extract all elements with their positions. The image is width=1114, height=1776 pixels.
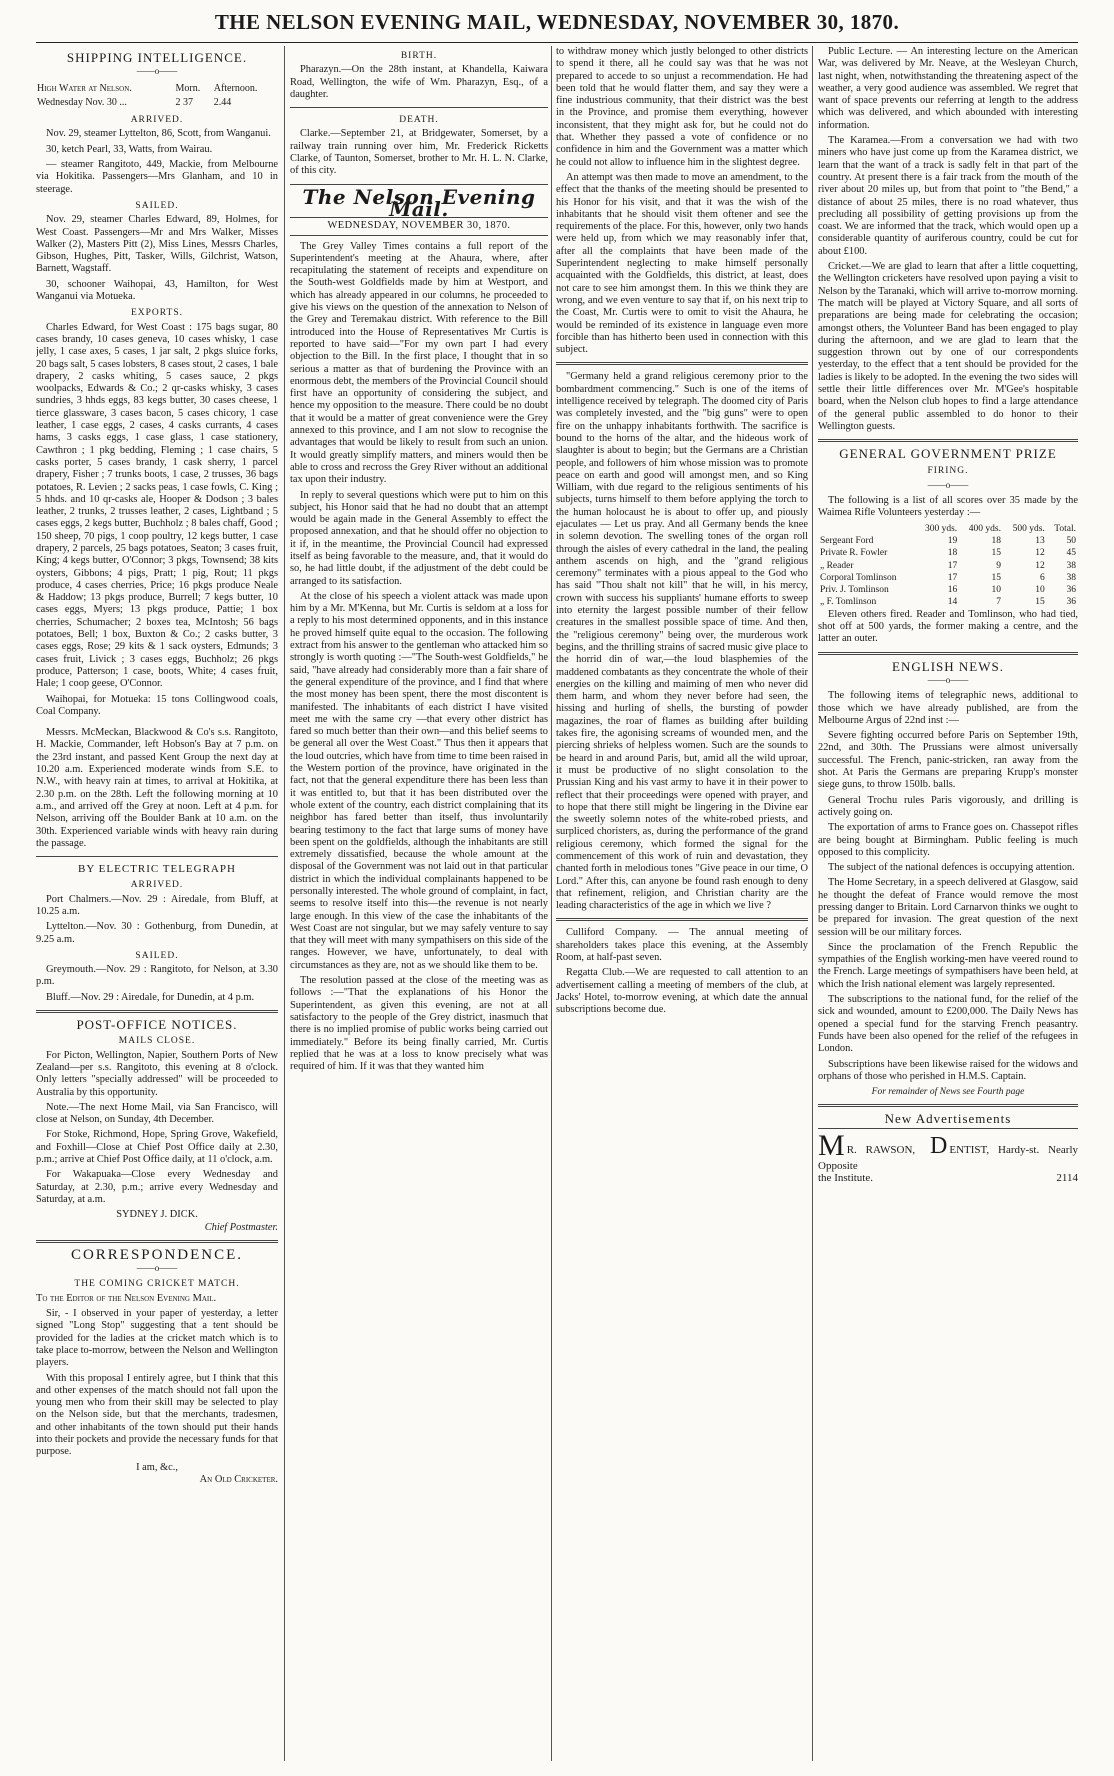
correspondence-heading: THE COMING CRICKET MATCH. xyxy=(74,1279,240,1290)
telegraph-arrived-title: ARRIVED. xyxy=(130,880,184,891)
divider xyxy=(556,918,808,921)
score-cell: Corporal Tomlinson xyxy=(820,572,897,583)
ad-institute: the Institute. xyxy=(818,1172,873,1185)
local-regatta: Regatta Club.—We are requested to call attention to an advertisement calling a meeting of members of the club, at Jacks' Hotel, to-morrow evening, at which date the annual subscriptions become due. xyxy=(556,967,808,1016)
english-item: Severe fighting occurred before Paris on September 19th, 22nd, and 30th. The Prussians were almost universally successful. The French, panic-stricken, ran away from the shot. At Paris the Germans are preparing Krupp's monster siege guns, to throw 150lb. balls. xyxy=(818,730,1078,791)
divider xyxy=(556,362,808,365)
local-karamea: The Karamea.—From a conversation we had with two miners who have just come up from the Karamea district, we learn that the want of a track is sadly felt in that part of the country. At present there is a fair track from the mouth of the river about 20 miles up, but from that point to "the Bend," a distance of about 25 miles, there is no road whatever, thus precluding all possibility of getting provisions up from the coast. We are informed that the track, which would open up a considerable quantity of auriferous country, could be cut for about £100. xyxy=(818,135,1078,257)
score-cell: 6 xyxy=(1040,572,1045,583)
score-header: 300 yds. xyxy=(924,523,958,534)
prize-title: GENERAL GOVERNMENT PRIZE xyxy=(839,446,1057,462)
score-header-row xyxy=(818,523,1078,535)
correspondence-to: To the Editor of the Nelson Evening Mail. xyxy=(36,1292,217,1304)
local-culliford: Culliford Company. — The annual meeting of shareholders takes place this evening, at the Assembly Room, at half-past seven. xyxy=(556,927,808,964)
local-cricket: Cricket.—We are glad to learn that after a little coquetting, the Wellington cricketers have resolved upon paying a visit to Nelson by the Taranaki, which will arrive to-morrow morning. The match will be played at Victory Square, and all sorts of preparations are being made for celebrating the occasion; amongst others, the Volunteer Band has been engaged to play during the afternoon, and we are glad to learn that the suggestion thrown out by one of our correspondents yesterday, to the effect that a tent should be provided for the ladies is likely to be adopted. In the evening the two sides will settle their little differences over Mr. M'Gee's hospitable board, when the Nelson club hopes to find a large attendance of the general public assembled to do honor to their Wellington guests. xyxy=(818,261,1078,432)
editorial-p5: to withdraw money which justly belonged to other districts to spend it there, all he could say was that he was not prepared to accede to so unjust a recommendation. He had been told that he would flatter them, and say they were a fine industrious community, that their district was the best in the Province, and promise them everything, however inconsistent, that they might ask for, but he could not do that. Whether they passed a vote of confidence or no confidence in him and the Government was a matter which he could not allow to influence him in the slightest degree. xyxy=(556,46,808,168)
ad-rawson-name: R. RAWSON, xyxy=(846,1143,916,1156)
death-text: Clarke.—September 21, at Bridgewater, Somerset, by a railway train running over him, Mr. Frederick Ricketts Clarke, of Taunton, Somerset, brother to Mr. H. L. N. Clarke, of this city. xyxy=(290,128,548,177)
editorial-p4: The resolution passed at the close of the meeting was as follows :—"That the explanations of his Honor the Superintendent, as given this evening, are not at all satisfactory to the people of the Grey district, inasmuch that there is no implied promise of public works being carried out immediately." Before its being finally carried, Mr. Curtis replied that he was at a loss to know precisely what was required of him. If it was that they wanted him xyxy=(290,975,548,1073)
score-cell: 7 xyxy=(996,597,1001,608)
masthead-rule xyxy=(36,42,1078,43)
score-cell: „ F. Tomlinson xyxy=(820,597,877,608)
shipping-notice: Messrs. McMeckan, Blackwood & Co's s.s. Rangitoto, H. Mackie, Commander, left Hobson's Bay at 7 p.m. on the 23rd instant, and passed Kent Group the next day at 10.20 a.m. Experienced moderate winds from S.E. to N.W., with heavy rain at times, to arrival at Hokitika, at 2.30 p.m. on the 28th. Left the following morning at 10 a.m., and arrived off the Grey at noon. Left at 4 p.m. for Nelson, arriving off the Boulder Bank at 10 a.m. on the 30th. Experienced variable winds with heavy rain during the passage. xyxy=(36,727,278,849)
score-cell: 38 xyxy=(1066,572,1076,583)
correspondence-p1: Sir, - I observed in your paper of yesterday, a letter signed "Long Stop" suggesting that a tent should be provided for the ladies at the cricket match which is to take place to-morrow, between the Nelson and Wellington players. xyxy=(36,1308,278,1369)
masthead: THE NELSON EVENING MAIL, WEDNESDAY, NOVEMBER 30, 1870. xyxy=(214,10,900,34)
arrived-item: Nov. 29, steamer Lyttelton, 86, Scott, from Wanganui. xyxy=(46,128,271,140)
nameplate: The Nelson Evening Mail. xyxy=(302,184,536,221)
tide-head-afternoon: Afternoon. xyxy=(213,82,258,94)
separator: ——o—— xyxy=(927,479,969,490)
english-item: The Home Secretary, in a speech delivered at Glasgow, said he thought the defeat of France would remove the most pressing danger to Britain. Lord Carnarvon thinks we ought to be prepared for invasion. The great question of the next session will be our military forces. xyxy=(818,877,1078,938)
telegraph-title: BY ELECTRIC TELEGRAPH xyxy=(78,863,236,876)
divider xyxy=(290,235,548,236)
sailed-item: 30, schooner Waihopai, 43, Hamilton, for West Wanganui via Motueka. xyxy=(36,278,278,303)
score-cell: 10 xyxy=(1035,585,1045,596)
divider xyxy=(818,439,1078,442)
separator: ——o—— xyxy=(136,66,178,77)
birth-title: BIRTH. xyxy=(400,51,438,61)
postoffice-role: Chief Postmaster. xyxy=(204,1221,278,1233)
score-cell: 9 xyxy=(996,560,1001,571)
postoffice-item: For Picton, Wellington, Napier, Southern Ports of New Zealand—per s.s. Rangitoto, this evening at 8 o'clock. Only letters "specially addressed" will be proceeded to Australia by this opportunity. xyxy=(36,1049,278,1098)
score-cell: 18 xyxy=(947,548,958,559)
ad-initial: M xyxy=(818,1128,845,1162)
score-cell: 36 xyxy=(1066,597,1076,608)
english-item: The following items of telegraphic news, additional to those which we have already published, are from the Melbourne Argus of 22nd inst :— xyxy=(818,690,1078,726)
english-item: Subscriptions have been likewise raised for the widows and orphans of those who perished in H.M.S. Captain. xyxy=(818,1058,1078,1082)
tide-table xyxy=(36,82,278,111)
score-row xyxy=(818,572,1078,584)
separator: ——o—— xyxy=(927,674,969,685)
local-lecture: Public Lecture. — An interesting lecture on the American War, was delivered by Mr. Neave, at the Wesleyan Church, last night, when, notwithstanding the threatening aspect of the weather, a very good audience was assembled. We regret that want of space prevents our referring at length to the address which was delivered, and which abounded with interesting information. xyxy=(818,46,1078,131)
divider xyxy=(818,1104,1078,1107)
score-row xyxy=(818,560,1078,572)
exports-text: Charles Edward, for West Coast : 175 bags sugar, 80 cases brandy, 10 cases geneva, 10 cases whisky, 1 case jelly, 1 case axes, 5 cases, 1 jar salt, 2 pkgs sluice forks, 20 bags salt, 5 cases lobsters, 8 cases stout, 2 cases, 1 bale drapery, 2 casks whiting, 5 cases sauce, 2 pkgs woolpacks, Edwards & Co.; 2 qr-casks whisky, 3 cases sundries, 3 hhds eggs, 83 kegs butter, 30 cases cheese, 1 tierce glassware, 3 cases bacon, 5 cases chicory, 1 case leather, 1 case eggs, 2 cases, 4 casks currants, 4 cases hams, 3 casks eggs, 1 case glass, 1 case stationery, Cawthron ; 1 pkg bedding, Fleming ; 1 case chairs, 5 casks porter, 5 cases brandy, 1 cask sherry, 1 parcel drapery, Fisher ; 7 trunks boots, 1 case, 2 trusses, 36 bags potatoes, R. Levien ; 2 sacks peas, 1 case fowls, C. King ; 5 hhds. and 10 qr-casks ale, Hooper & Dodson ; 3 bales leather, 2 trunks, 2 trusses leather, 2 cases, Lightband ; 5 cases eggs, 2 kegs butter, Buchholz ; 8 bales chaff, Good ; 150 sheep, 70 pigs, 1 coop poultry, 12 kegs butter, 1 case drapery, 2 parcels, 25 bags potatoes, Seaton; 3 cases fruit, King; 4 kegs butter, O'Connor; 3 pkgs, Townsend; 38 kits oysters, Gibbons; 4 pigs, Pratt; 1 pig, Rout; 11 pkgs produce, 4 cases cherries, Price; 16 pkgs produce Neale & Haddow; 13 pkgs produce, Burrell; 7 kegs butter, 10 cases eggs, Myers; 13 pkgs produce, Pattie; 1 box cherries, Schumacher; 2 boxes tea, McIntosh; 56 bags potatoes, Bell; 1 box, Buxton & Co.; 2 casks butter, 3 cases eggs, Rose; 29 kits & 1 sack oysters, Edmunds; 3 cases fruit, Livick ; 3 cases eggs, Buchholz; 26 pkgs produce, Patterson; 1 case, boots, White; 4 cases fruit, Hale; 1 coop geese, O'Connor. xyxy=(36,321,278,690)
separator: ——o—— xyxy=(136,1263,178,1274)
telegraph-arrived-item: Lyttelton.—Nov. 30 : Gothenburg, from Dunedin, at 9.25 a.m. xyxy=(36,921,278,945)
english-title: ENGLISH NEWS. xyxy=(892,658,1004,674)
arrived-item: — steamer Rangitoto, 449, Mackie, from Melbourne via Hokitika. Passengers—Mrs Glanham, and 10 in steerage. xyxy=(36,159,278,195)
column-rule xyxy=(551,46,552,1761)
english-item: The subject of the national defences is occupying attention. xyxy=(828,862,1075,874)
exports-text-2: Waihopai, for Motueka: 15 tons Collingwood coals, Coal Company. xyxy=(36,693,278,717)
tide-head-morn: Morn. xyxy=(175,82,201,94)
exports-title: EXPORTS. xyxy=(130,308,184,319)
score-cell: 12 xyxy=(1035,548,1045,559)
tide-morn: 2 37 xyxy=(175,96,193,108)
score-cell: 17 xyxy=(947,560,958,571)
score-cell: 12 xyxy=(1035,560,1045,571)
postoffice-item: Note.—The next Home Mail, via San Francisco, will close at Nelson, on Sunday, 4th December. xyxy=(36,1101,278,1126)
score-cell: 17 xyxy=(947,572,958,583)
score-header: Total. xyxy=(1054,523,1076,534)
postoffice-item: For Wakapuaka—Close every Wednesday and Saturday, at 2.30, p.m.; arrive every Wednesday and Saturday, at a.m. xyxy=(36,1169,278,1205)
editorial-p1: The Grey Valley Times contains a full report of the Superintendent's meeting at the Ahaura, where, after recapitulating the statement of receipts and expenditure on the South-west Goldfields made by him at Westport, and which has already appeared in our columns, he proceeded to give his views on the question of the annexation to Nelson of the Grey and Teremakau district. With reference to the Bill introduced into the House of Representatives Mr Curtis is reported to have said—"For my own part I had every objection to the Bill. In the first place, I thought that in so serious a matter as that of burdening the Province with an enormous debt, the members of the Provincial Council should first have an opportunity of considering the subject, and hence my opposition to the measure. There could be no doubt that it would be a matter of great convenience were the Grey annexed to this province, and I am not slow to recognise the advantages that would be likely to result from such an union. It would greatly simplify matters, and miners would then be able to cross and recross the Grey River without an additional tax upon their industry. xyxy=(290,240,548,486)
column-rule xyxy=(812,46,813,1761)
correspondence-title: CORRESPONDENCE. xyxy=(70,1246,244,1263)
score-cell: 45 xyxy=(1066,548,1076,559)
score-header: 500 yds. xyxy=(1012,523,1045,534)
postoffice-title: POST-OFFICE NOTICES. xyxy=(76,1017,238,1033)
column-rule xyxy=(284,46,285,1761)
score-cell: 38 xyxy=(1066,560,1076,571)
telegraph-sailed-title: SAILED. xyxy=(135,950,179,961)
sailed-title: SAILED. xyxy=(135,200,179,211)
score-cell: 50 xyxy=(1066,535,1076,546)
score-cell: 13 xyxy=(1035,535,1045,546)
correspondence-signed: An Old Cricketer. xyxy=(199,1473,278,1485)
column-2 xyxy=(290,46,548,1766)
tide-afternoon: 2.44 xyxy=(213,96,232,108)
score-row xyxy=(818,535,1078,547)
column-1 xyxy=(36,46,278,1766)
telegraph-sailed-item: Greymouth.—Nov. 29 : Rangitoto, for Nelson, at 3.30 p.m. xyxy=(36,964,278,988)
score-cell: 14 xyxy=(947,597,958,608)
prize-intro: The following is a list of all scores over 35 made by the Waimea Rifle Volunteers yesterday :— xyxy=(818,495,1078,519)
birth-text: Pharazyn.—On the 28th instant, at Khandella, Kaiwara Road, Wellington, the wife of Wm. Pharazyn, Esq., of a daughter. xyxy=(290,64,548,100)
divider xyxy=(36,1010,278,1013)
divider xyxy=(818,1128,1078,1129)
shipping-title: SHIPPING INTELLIGENCE. xyxy=(66,50,248,65)
editorial-p6: An attempt was then made to move an amendment, to the effect that the thanks of the meeting should be presented to his Honor for his visit, and that it was the wish of the inhabitants that he should visit them oftener and see the requirements of the place. For this, however, only two hands were held up, from which we may reasonably infer that, after all the complaints that have been made of the Superintendent neglecting to make himself personally acquainted with the Goldfields, this district, at least, does not care to see him amongst them. In this we think they are wrong, and we even venture to say that if, on his next trip to the Coast, Mr. Curtis were to omit to visit the Ahaura, he would be reminded of its existence in language even more forcible than has hitherto been used in connection with this subject. xyxy=(556,171,808,356)
death-title: DEATH. xyxy=(399,115,439,126)
score-cell: Priv. J. Tomlinson xyxy=(820,585,889,596)
editorial-p3: At the close of his speech a violent attack was made upon him by a Mr. M'Kenna, but Mr. Curtis is seldom at a loss for a reply to his most determined opponents, and in this instance he proved himself quite equal to the occasion. The following extract from his answer to the gentleman who attacked him so strongly is worth quoting :—"The South-west Goldfields," he said, "have already had considerably more than a fair share of the general expenditure of the province, and I find that where the most money has been spent, there the most discontent is manifested. The inhabitants of each district I have visited meet me with the same cry —that every other district has fared so much better than their own—and this belief seems to be general all over the West Coast." Thus then it appears that the loud outcries, which have from time to time been raised in the Western portion of the province, have originated in the fact, not that the general expenditure there has been less than it was entitled to, but that it has been distributed over the whole extent of the country, each district complaining that its neighbor has fared better than itself, thus involuntarily bearing testimony to the fact that large sums of money have been spent on the goldfields, although the inhabitants are still extremely dissatisfied, because the whole amount at the disposal of the Government was not laid out in that particular district in which the individual complainants happened to be personally interested. The whole ground of complaint, in fact, seems to resolve itself into this—the revenue is not nearly large enough. In this view of the case the inhabitants of the West Coast are not singular, but we may safely venture to say that they will meet with many sympathisers on this side of the ranges. However, we have, unfortunately, to deal with circumstances as they are, not as we should like them to be. xyxy=(290,590,548,971)
column-3 xyxy=(556,46,808,1766)
score-cell: 19 xyxy=(947,535,958,546)
sailed-item: Nov. 29, steamer Charles Edward, 89, Holmes, for West Coast. Passengers—Mr and Mrs Walker, Misses Walker (2), Masters Pitt (2), Miss Lines, Messrs Charles, Gibson, Hughes, Pitt, Tasker, Wills, Gilchrist, Watson, Barnett, Wagstaff. xyxy=(36,214,278,275)
tide-head-label: High Water at Nelson. xyxy=(37,82,132,94)
arrived-item: 30, ketch Pearl, 33, Watts, from Wairau. xyxy=(46,143,213,155)
divider xyxy=(818,652,1078,655)
postoffice-item: For Stoke, Richmond, Hope, Spring Grove, Wakefield, and Foxhill—Close at Chief Post Office daily at 2.30, p.m.; arrive at Chief Post Office daily, at 11 o'clock, a.m. xyxy=(36,1129,278,1166)
ad-initial: D xyxy=(930,1132,948,1159)
divider xyxy=(36,1240,278,1243)
score-cell: 15 xyxy=(991,572,1001,583)
score-row xyxy=(818,584,1078,596)
column-4 xyxy=(818,46,1078,1766)
english-item: Since the proclamation of the French Republic the sympathies of the English working-men have veered round to the French. Large meetings of sympathisers have been held, at which the Irish national element was largely represented. xyxy=(818,941,1078,990)
english-item: The exportation of arms to France goes on. Chassepot rifles are being bought at Birmingham. Public feeling is much opposed to this complicity. xyxy=(818,822,1078,858)
score-cell: „ Reader xyxy=(820,560,854,571)
score-header: 400 yds. xyxy=(968,523,1001,534)
telegraph-arrived-item: Port Chalmers.—Nov. 29 : Airedale, from Bluff, at 10.25 a.m. xyxy=(36,893,278,917)
prize-outro: Eleven others fired. Reader and Tomlinson, who had tied, shot off at 500 yards, the former making a centre, and the latter an outer. xyxy=(818,608,1078,645)
mails-close: MAILS CLOSE. xyxy=(118,1036,196,1047)
score-cell: 10 xyxy=(991,585,1001,596)
score-table xyxy=(818,523,1078,609)
score-cell: 15 xyxy=(1035,597,1045,608)
english-remainder: For remainder of News see Fourth page xyxy=(871,1087,1025,1098)
score-cell: 36 xyxy=(1066,585,1076,596)
correspondence-p2: With this proposal I entirely agree, but I think that this and other expenses of the match should not fall upon the young men who from their skill may be selected to play on the Nelson side, but that the merchants, tradesmen, and other inhabitants of the town should put their hands into their pockets and provide the necessary funds for that purpose. xyxy=(36,1372,278,1458)
ad-ref: 2114 xyxy=(1056,1172,1078,1185)
ads-title: New Advertisements xyxy=(884,1111,1012,1127)
ad-rawson xyxy=(818,1128,1078,1185)
english-item: General Trochu rules Paris vigorously, and drilling is actively going on. xyxy=(818,794,1078,818)
score-header xyxy=(818,523,915,535)
score-row xyxy=(818,596,1078,608)
ad-dentist-text: ENTIST, Hardy-st. Nearly Opposite xyxy=(818,1143,1078,1172)
divider xyxy=(290,107,548,108)
postoffice-signed: SYDNEY J. DICK. xyxy=(116,1209,198,1221)
divider xyxy=(36,856,278,857)
editorial-p2: In reply to several questions which were put to him on this subject, his Honor said that he had no doubt that an attempt would be again made in the General Assembly to effect the proposed annexation, and that he should offer no objection to it if, in the meantime, the Provincial Council had expressed itself as being favorable to the measure, and, that it would do so, he had little doubt, if the adjustment of the debt could be arranged to its satisfaction. xyxy=(290,489,548,587)
tide-day: Wednesday Nov. 30 ... xyxy=(37,96,127,108)
score-cell: 15 xyxy=(991,548,1001,559)
score-cell: 18 xyxy=(991,535,1001,546)
score-row xyxy=(818,547,1078,559)
prize-subtitle: FIRING. xyxy=(927,465,969,476)
score-cell: 16 xyxy=(947,585,958,596)
telegraph-sailed-item: Bluff.—Nov. 29 : Airedale, for Dunedin, at 4 p.m. xyxy=(46,991,255,1003)
score-cell: Private R. Fowler xyxy=(820,548,888,559)
correspondence-close: I am, &c., xyxy=(136,1461,178,1473)
germany-article: "Germany held a grand religious ceremony prior to the bombardment commencing." Such is one of the items of intelligence received by telegraph. The doomed city of Paris was completely invested, and the "big guns" were to open fire on the unhappy inhabitants forthwith. The sacrifice is bound to the horns of the altar, and the hideous work of slaughter is about to begin; but the Germans are a Christian people, and followers of him whose mission was to promote peace on earth and good will amongst men, and so King William, with due regard to the religious sentiments of his subjects, turns himself to them before applying the torch to the human holocaust he is about to offer up, and piously ejaculates — Let us pray. And all Germany bends the knee in solemn devotion. The swelling tones of the organ roll through the aisles of every cathedral in the land, the pealing anthem ascends on high, and the "grand religious ceremony" terminates with a pious appeal to the God who has said "Thou shalt not kill" that he will, in his mercy, crown with success his suppliants' humane efforts to sweep into eternity the largest possible number of their fellow creatures in the smallest possible space of time. And then, the "religious ceremony" being over, the murderous work begins, and the thrilling strains of sacred music give place to the horrid din of war,—the loud blasphemies of the maddened combatants as they concentrate the whole of their energies on the killing and maiming of men who never did them harm, and whom they never before had seen, the hissing and hurling of shells, the bursting of powder magazines, the roar of flames as building after building takes fire, the agonising screams of wounded men, and the piercing shrieks of helpless women. Such are the sounds to be heard in and around Paris, but, amid all the wild uproar, it must be productive of no slight consolation to the Prussian King and his vast army to have it in their power to reflect that their proceedings were opened with prayer, and to hope that there still might be lingering in the Divine ear the sweetly solemn notes of the white-robed priests, and surpliced choristers, as, during the performance of the grand religious ceremony, which formed the signal for the commencement of this work of ruin and devastation, they chanted forth in melodious tones "Give peace in our time, O Lord." After this, can anyone be found rash enough to deny that refinement, religion, and Christian charity are the leading characteristics of the age in which we live ? xyxy=(556,371,808,912)
score-cell: Sergeant Ford xyxy=(820,535,874,546)
arrived-title: ARRIVED. xyxy=(130,115,184,126)
english-item: The subscriptions to the national fund, for the relief of the sick and wounded, amount to £200,000. The Daily News has opened a special fund for the starving French peasantry. Funds have been also opened for the relief of the refugees in London. xyxy=(818,994,1078,1055)
editorial-date: WEDNESDAY, NOVEMBER 30, 1870. xyxy=(327,220,511,232)
